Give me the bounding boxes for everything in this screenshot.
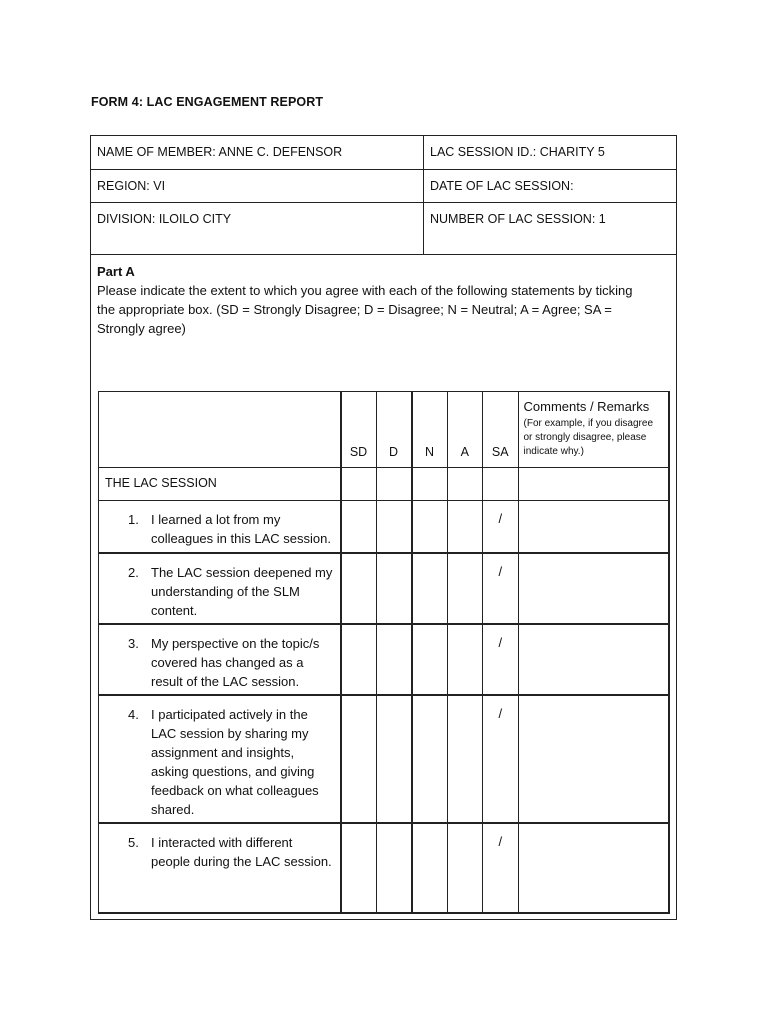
session-date-field: DATE OF LAC SESSION: (424, 170, 677, 203)
part-a-title: Part A (97, 264, 135, 279)
rating-cell-sd[interactable] (341, 624, 377, 695)
remarks-cell[interactable] (518, 468, 669, 501)
rating-cell-n[interactable] (412, 695, 448, 823)
part-a-instructions-line1: Please indicate the extent to which you agree with each of the following statements by ticking (97, 283, 633, 298)
item-number: 1. (128, 512, 139, 527)
item-number: 4. (128, 706, 139, 722)
rating-cell-d[interactable] (376, 695, 412, 823)
remarks-header-cell (518, 392, 669, 468)
member-name-field: NAME OF MEMBER: ANNE C. DEFENSOR (91, 136, 424, 170)
statement-text: I participated actively in the LAC session by sharing my assignment and insights, asking questions, and giving feedback on what colleagues shared. (151, 706, 319, 817)
rating-cell-a[interactable] (447, 624, 483, 695)
rating-cell[interactable] (483, 468, 519, 501)
member-info-table (90, 135, 677, 255)
rating-cell-n[interactable] (412, 624, 448, 695)
remarks-cell[interactable] (518, 553, 669, 624)
rating-cell-sd[interactable] (341, 823, 377, 913)
statement-cell (99, 501, 341, 553)
remarks-cell[interactable] (518, 695, 669, 823)
rating-cell[interactable] (447, 468, 483, 501)
rating-table-header (99, 392, 670, 468)
statement-text: I interacted with different people during the LAC session. (151, 834, 332, 869)
rating-cell-sd[interactable] (341, 501, 377, 553)
table-row (99, 553, 670, 624)
scale-header-sd: SD (341, 392, 377, 468)
statement-text: The LAC session deepened my understanding of the SLM content. (151, 564, 333, 618)
scale-header-a: A (447, 392, 483, 468)
scale-header-sa: SA (483, 392, 519, 468)
table-row (99, 695, 670, 823)
part-a-instructions-line2: the appropriate box. (SD = Strongly Disagree; D = Disagree; N = Neutral; A = Agree; SA = Strongly agree) (97, 302, 612, 336)
rating-cell-sa[interactable]: / (483, 501, 519, 553)
item-number: 5. (128, 834, 139, 850)
part-a-section (97, 262, 657, 338)
rating-cell-sa[interactable]: / (483, 553, 519, 624)
rating-cell-n[interactable] (412, 823, 448, 913)
rating-cell-d[interactable] (376, 624, 412, 695)
table-row (99, 624, 670, 695)
item-number: 2. (128, 564, 139, 580)
rating-cell-sa[interactable]: / (483, 695, 519, 823)
scale-header-d: D (376, 392, 412, 468)
rating-cell-a[interactable] (447, 695, 483, 823)
rating-cell-sa[interactable]: / (483, 823, 519, 913)
session-id-field: LAC SESSION ID.: CHARITY 5 (424, 136, 677, 170)
rating-cell-d[interactable] (376, 553, 412, 624)
table-row (99, 501, 670, 553)
rating-cell-sd[interactable] (341, 553, 377, 624)
rating-cell[interactable] (376, 468, 412, 501)
rating-cell-a[interactable] (447, 553, 483, 624)
section-title: THE LAC SESSION (99, 468, 341, 501)
rating-cell-n[interactable] (412, 501, 448, 553)
remarks-note: (For example, if you disagree or strongly disagree, please indicate why.) (523, 418, 654, 457)
statement-header-cell (99, 392, 341, 468)
remarks-cell[interactable] (518, 823, 669, 913)
rating-cell-a[interactable] (447, 823, 483, 913)
statement-cell (99, 695, 341, 823)
section-row (99, 468, 670, 501)
remarks-title: Comments / Remarks (523, 399, 650, 414)
remarks-cell[interactable] (518, 624, 669, 695)
form-title: FORM 4: LAC ENGAGEMENT REPORT (91, 95, 324, 109)
division-field: DIVISION: ILOILO CITY (91, 203, 424, 255)
rating-cell-sa[interactable]: / (483, 624, 519, 695)
statement-text: I learned a lot from my colleagues in this LAC session. (151, 512, 331, 546)
rating-cell-d[interactable] (376, 501, 412, 553)
rating-cell-n[interactable] (412, 553, 448, 624)
statement-cell (99, 553, 341, 624)
statement-cell (99, 823, 341, 913)
item-number: 3. (128, 635, 139, 651)
region-field: REGION: VI (91, 170, 424, 203)
scale-header-n: N (412, 392, 448, 468)
rating-cell[interactable] (341, 468, 377, 501)
statement-text: My perspective on the topic/s covered has changed as a result of the LAC session. (151, 635, 320, 689)
rating-table (98, 391, 670, 914)
table-row (99, 823, 670, 913)
rating-cell-d[interactable] (376, 823, 412, 913)
remarks-cell[interactable] (518, 501, 669, 553)
rating-cell-a[interactable] (447, 501, 483, 553)
rating-cell[interactable] (412, 468, 448, 501)
session-number-field: NUMBER OF LAC SESSION: 1 (424, 203, 677, 255)
rating-cell-sd[interactable] (341, 695, 377, 823)
statement-cell (99, 624, 341, 695)
